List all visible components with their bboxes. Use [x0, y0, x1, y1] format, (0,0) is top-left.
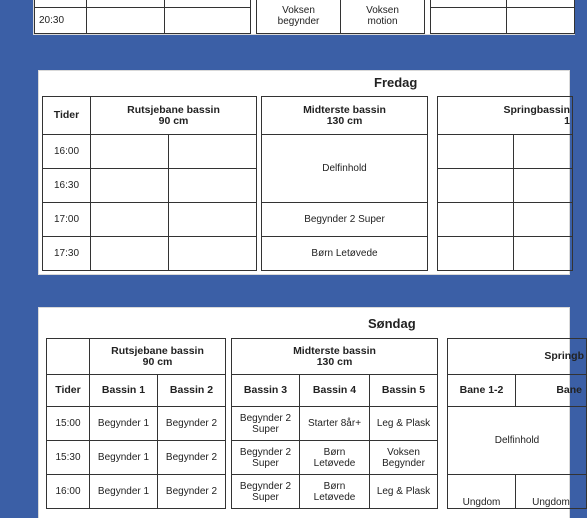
- pool3-header: Springb: [448, 339, 587, 375]
- friday-title: Fredag: [374, 75, 418, 90]
- schedule-cell: Starter 8år+: [300, 407, 370, 441]
- schedule-cell: Begynder 2: [158, 475, 226, 509]
- schedule-cell: Begynder 1: [90, 475, 158, 509]
- bassin-1-header: Bassin 1: [90, 375, 158, 407]
- bane-1-2-header: Bane 1-2: [448, 375, 516, 407]
- delfinhold-cell: Delfinhold: [262, 135, 428, 203]
- bassin-3-header: Bassin 3: [232, 375, 300, 407]
- schedule-cell: Leg & Plask: [370, 407, 438, 441]
- time-cell: 15:30: [47, 441, 90, 475]
- pool1-header: Rutsjebane bassin 90 cm: [90, 339, 226, 375]
- friday-schedule-table: [42, 96, 573, 271]
- time-cell: 20:30: [35, 8, 87, 34]
- pool2-header: Midterste bassin 130 cm: [262, 97, 428, 135]
- bassin-4-header: Bassin 4: [300, 375, 370, 407]
- schedule-cell: Begynder 1: [90, 407, 158, 441]
- ungdom-cell: Ungdom: [516, 475, 587, 509]
- top-cell-voksen-begynder: Voksen begynder: [257, 0, 341, 34]
- time-cell: 15:00: [47, 407, 90, 441]
- begynder-2-super-cell: Begynder 2 Super: [262, 203, 428, 237]
- schedule-cell: Begynder 2: [158, 407, 226, 441]
- time-cell: 16:00: [47, 475, 90, 509]
- schedule-cell: Voksen Begynder: [370, 441, 438, 475]
- time-cell: 17:00: [43, 203, 91, 237]
- time-cell: 16:30: [43, 169, 91, 203]
- top-cell-voksen-motion: Voksen motion: [341, 0, 425, 34]
- time-cell: 17:30: [43, 237, 91, 271]
- schedule-cell: Leg & Plask: [370, 475, 438, 509]
- sunday-schedule-table: [46, 338, 587, 509]
- schedule-cell: Børn Letøvede: [300, 475, 370, 509]
- top-schedule-sheet: [34, 0, 574, 34]
- pool2-header: Midterste bassin 130 cm: [232, 339, 438, 375]
- schedule-cell: Begynder 2 Super: [232, 407, 300, 441]
- schedule-cell: Begynder 1: [90, 441, 158, 475]
- time-cell: 16:00: [43, 135, 91, 169]
- schedule-cell: Børn Letøvede: [300, 441, 370, 475]
- born-letovede-cell: Børn Letøvede: [262, 237, 428, 271]
- sunday-title: Søndag: [368, 316, 416, 331]
- bane-header: Bane: [516, 375, 587, 407]
- top-schedule-table: [34, 0, 575, 34]
- delfinhold-cell: Delfinhold: [448, 407, 587, 475]
- ungdom-cell: Ungdom: [448, 475, 516, 509]
- tider-header: Tider: [47, 375, 90, 407]
- schedule-cell: Begynder 2 Super: [232, 441, 300, 475]
- tider-header: Tider: [43, 97, 91, 135]
- friday-schedule-sheet: [39, 71, 569, 274]
- bassin-2-header: Bassin 2: [158, 375, 226, 407]
- schedule-cell: Begynder 2 Super: [232, 475, 300, 509]
- pool1-header: Rutsjebane bassin 90 cm: [91, 97, 257, 135]
- bassin-5-header: Bassin 5: [370, 375, 438, 407]
- schedule-cell: Begynder 2: [158, 441, 226, 475]
- sunday-schedule-sheet: [39, 308, 585, 518]
- pool3-header: Springbassin 1: [438, 97, 573, 135]
